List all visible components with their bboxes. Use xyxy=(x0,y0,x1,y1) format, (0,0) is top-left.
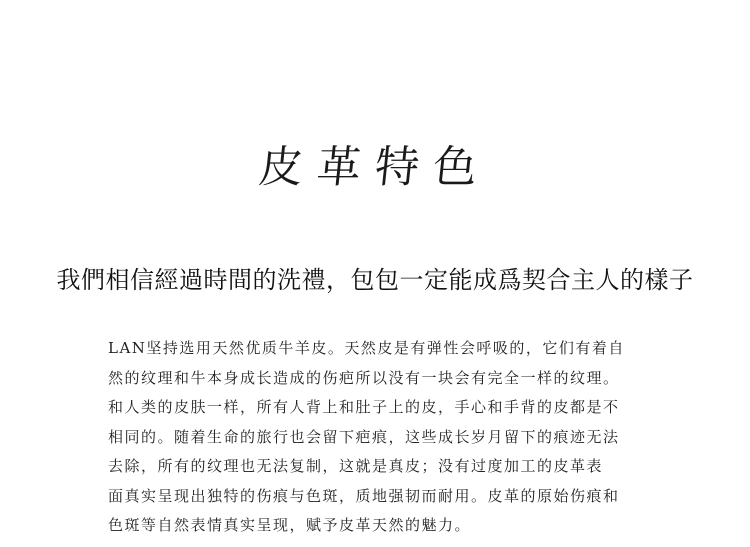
section-title: 皮革特色 xyxy=(256,142,494,193)
section-subtitle: 我們相信經過時間的洗禮，包包一定能成爲契合主人的樣子 xyxy=(56,266,694,294)
paragraph-line: 然的纹理和牛本身成长造成的伤疤所以没有一块会有完全一样的纹理。 xyxy=(108,368,620,387)
paragraph-line: 色斑等自然表情真实呈现，赋予皮革天然的魅力。 xyxy=(108,516,472,534)
paragraph-line: 面真实呈现出独特的伤痕与色斑，质地强韧而耐用。皮革的原始伤痕和 xyxy=(108,486,620,505)
description-paragraph xyxy=(108,334,648,541)
paragraph-line: 和人类的皮肤一样，所有人背上和肚子上的皮，手心和手背的皮都是不 xyxy=(108,398,620,416)
paragraph-line: 去除，所有的纹理也无法复制，这就是真皮；没有过度加工的皮革表 xyxy=(108,457,604,475)
paragraph-line: LAN坚持选用天然优质牛羊皮。天然皮是有弹性会呼吸的，它们有着自 xyxy=(108,339,625,357)
paragraph-line: 相同的。随着生命的旅行也会留下疤痕，这些成长岁月留下的痕迹无法 xyxy=(108,427,620,446)
